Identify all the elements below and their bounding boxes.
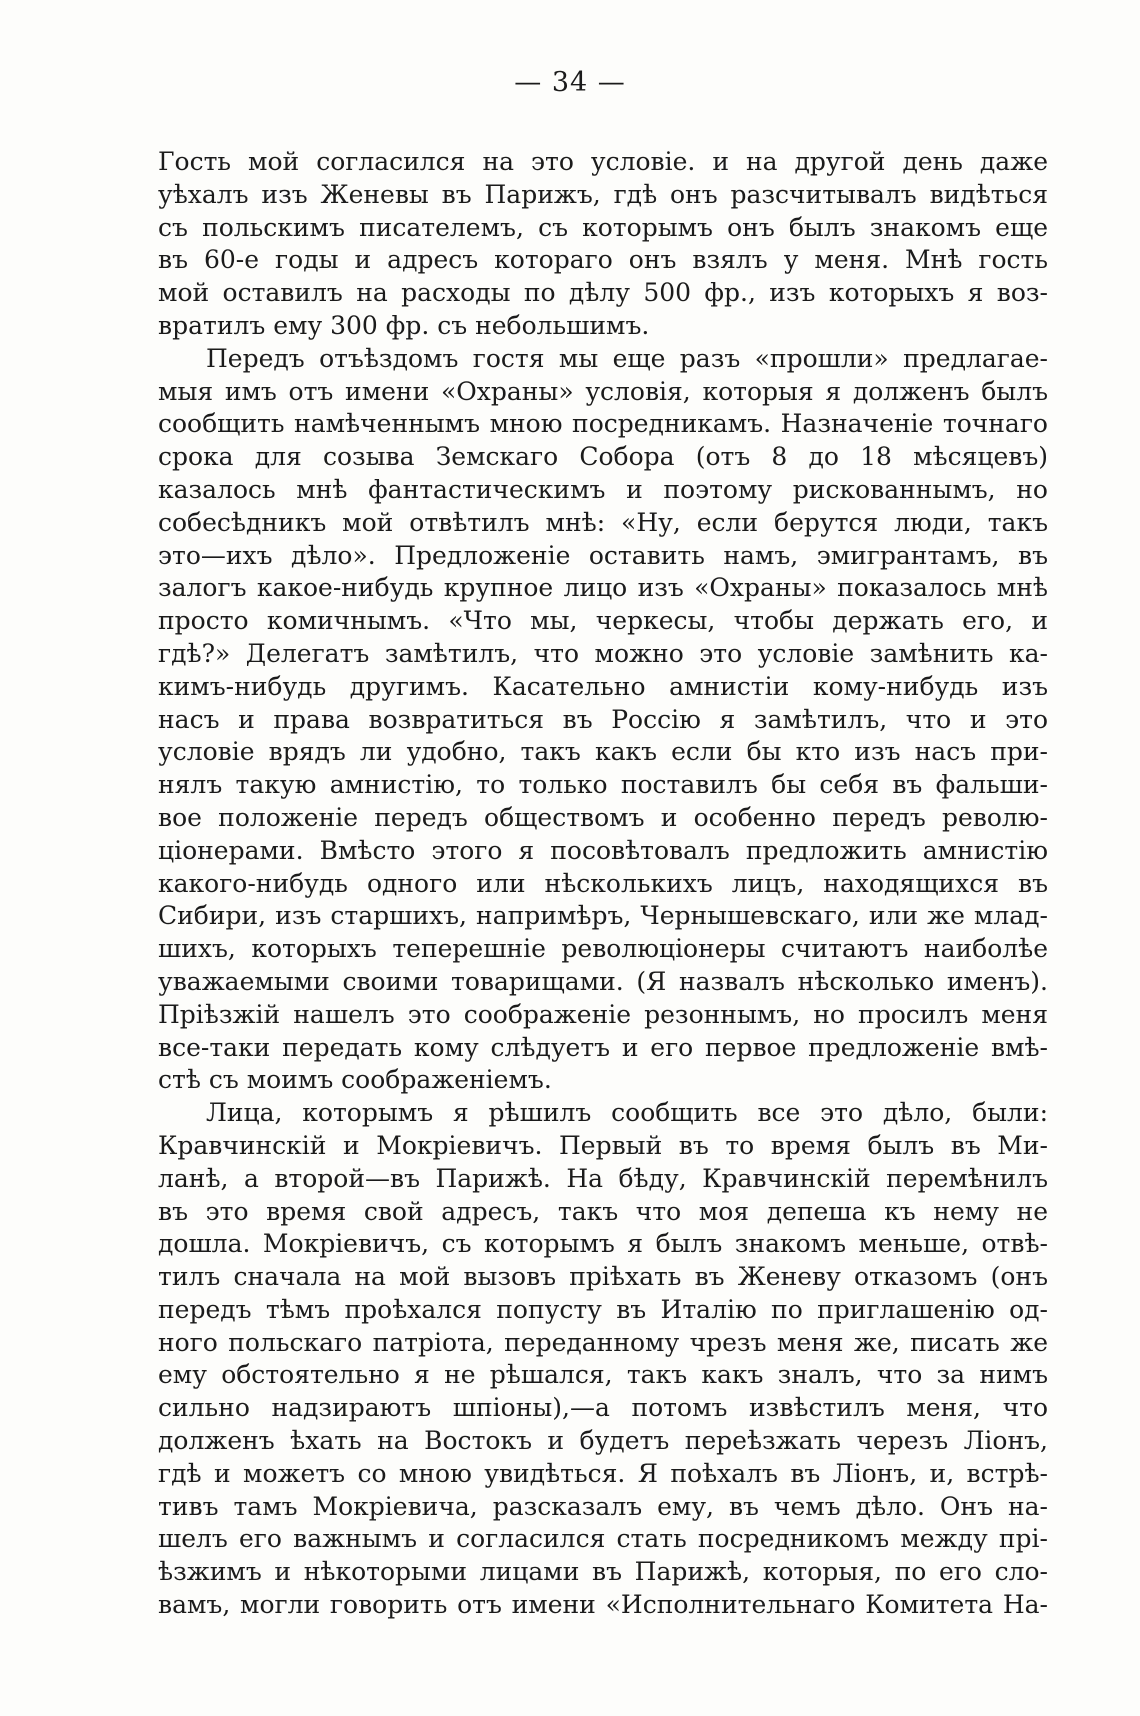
paragraph <box>158 343 1048 1097</box>
text-line: мой оставилъ на расходы по дѣлу 500 фр., изъ которыхъ я воз- <box>158 278 1048 308</box>
text-line: ему обстоятельно я не рѣшался, такъ какъ зналъ, что за нимъ <box>158 1360 1048 1390</box>
text-line: съ польскимъ писателемъ, съ которымъ онъ былъ знакомъ еще <box>158 212 1048 242</box>
text-line: кимъ-нибудь другимъ. Касательно амнистіи кому-нибудь изъ <box>158 671 1048 701</box>
text-line: вратилъ ему 300 фр. съ небольшимъ. <box>158 310 650 340</box>
text-line: Передъ отъѣздомъ гостя мы еще разъ «прошли» предлагае- <box>206 343 1048 373</box>
text-line: ціонерами. Вмѣсто этого я посовѣтовалъ предложить амнистію <box>158 835 1048 865</box>
text-line: все-таки передать кому слѣдуетъ и его первое предложеніе вмѣ- <box>158 1032 1048 1062</box>
text-line: какого-нибудь одного или нѣсколькихъ лицъ, находящихся въ <box>158 868 1048 898</box>
text-line: ѣзжимъ и нѣкоторыми лицами въ Парижѣ, которыя, по его сло- <box>158 1557 1048 1587</box>
text-line: шихъ, которыхъ теперешніе революціонеры считаютъ наиболѣе <box>158 934 1048 964</box>
text-line: нялъ такую амнистію, то только поставилъ бы себя въ фальши- <box>158 770 1048 800</box>
text-line: Гость мой согласился на это условіе. и на другой день даже <box>158 147 1048 176</box>
text-line: Кравчинскій и Мокріевичъ. Первый въ то время былъ въ Ми- <box>158 1130 1048 1160</box>
text-line: тилъ сначала на мой вызовъ пріѣхать въ Женеву отказомъ (онъ <box>158 1262 1048 1292</box>
text-line: тивъ тамъ Мокріевича, разсказалъ ему, въ чемъ дѣло. Онъ на- <box>158 1491 1048 1521</box>
text-line: ного польскаго патріота, переданному чрезъ меня же, писать же <box>158 1327 1048 1357</box>
text-line: сильно надзираютъ шпіоны),—а потомъ извѣстилъ меня, что <box>158 1393 1048 1423</box>
text-line: сообщить намѣченнымъ мною посредникамъ. Назначеніе точнаго <box>158 409 1048 439</box>
text-line: уважаемыми своими товарищами. (Я назвалъ нѣсколько именъ). <box>158 966 1048 996</box>
body-text <box>158 146 1048 1622</box>
paragraph <box>158 146 1048 343</box>
text-line: вое положеніе передъ обществомъ и особенно передъ револю- <box>158 802 1048 832</box>
text-line: стѣ съ моимъ соображеніемъ. <box>158 1065 552 1095</box>
text-line: въ 60-е годы и адресъ котораго онъ взялъ у меня. Мнѣ гость <box>158 245 1048 275</box>
text-line: передъ тѣмъ проѣхался попусту въ Италію по приглашенію од- <box>158 1294 1048 1324</box>
text-line: Пріѣзжій нашелъ это соображеніе резоннымъ, но просилъ меня <box>158 999 1048 1029</box>
text-line: Лица, которымъ я рѣшилъ сообщить все это дѣло, были: <box>206 1098 1048 1128</box>
text-line: гдѣ и можетъ со мною увидѣться. Я поѣхалъ въ Ліонъ, и, встрѣ- <box>158 1458 1048 1488</box>
text-line: дошла. Мокріевичъ, съ которымъ я былъ знакомъ меньше, отвѣ- <box>158 1229 1048 1259</box>
paragraph <box>158 1097 1048 1622</box>
text-line: казалось мнѣ фантастическимъ и поэтому рискованнымъ, но <box>158 474 1048 504</box>
text-line: собесѣдникъ мой отвѣтилъ мнѣ: «Ну, если берутся люди, такъ <box>158 507 1048 537</box>
text-line: условіе врядъ ли удобно, такъ какъ если бы кто изъ насъ при- <box>158 737 1048 767</box>
text-line: вамъ, могли говорить отъ имени «Исполнительнаго Комитета На- <box>158 1590 1048 1620</box>
text-line: въ это время свой адресъ, такъ что моя депеша къ нему не <box>158 1196 1048 1226</box>
text-line: мыя имъ отъ имени «Охраны» условія, которыя я долженъ былъ <box>158 376 1048 406</box>
text-line: насъ и права возвратиться въ Россію я замѣтилъ, что и это <box>158 704 1048 734</box>
text-line: это—ихъ дѣло». Предложеніе оставить намъ, эмигрантамъ, въ <box>158 540 1048 570</box>
text-line: ланѣ, а второй—въ Парижѣ. На бѣду, Кравчинскій перемѣнилъ <box>158 1163 1048 1193</box>
text-line: срока для созыва Земскаго Собора (отъ 8 до 18 мѣсяцевъ) <box>158 442 1048 472</box>
text-line: шелъ его важнымъ и согласился стать посредникомъ между прі- <box>158 1524 1048 1554</box>
text-line: просто комичнымъ. «Что мы, черкесы, чтобы держать его, и <box>158 606 1048 636</box>
text-line: долженъ ѣхать на Востокъ и будетъ переѣзжать черезъ Ліонъ, <box>158 1426 1048 1456</box>
page-number: — 34 — <box>514 67 626 98</box>
text-line: залогъ какое-нибудь крупное лицо изъ «Охраны» показалось мнѣ <box>158 573 1048 603</box>
text-line: гдѣ?» Делегатъ замѣтилъ, что можно это условіе замѣнить ка- <box>158 638 1048 668</box>
text-line: Сибири, изъ старшихъ, напримѣръ, Чернышевскаго, или же млад- <box>158 901 1048 931</box>
text-line: уѣхалъ изъ Женевы въ Парижъ, гдѣ онъ разсчитывалъ видѣться <box>158 179 1048 209</box>
